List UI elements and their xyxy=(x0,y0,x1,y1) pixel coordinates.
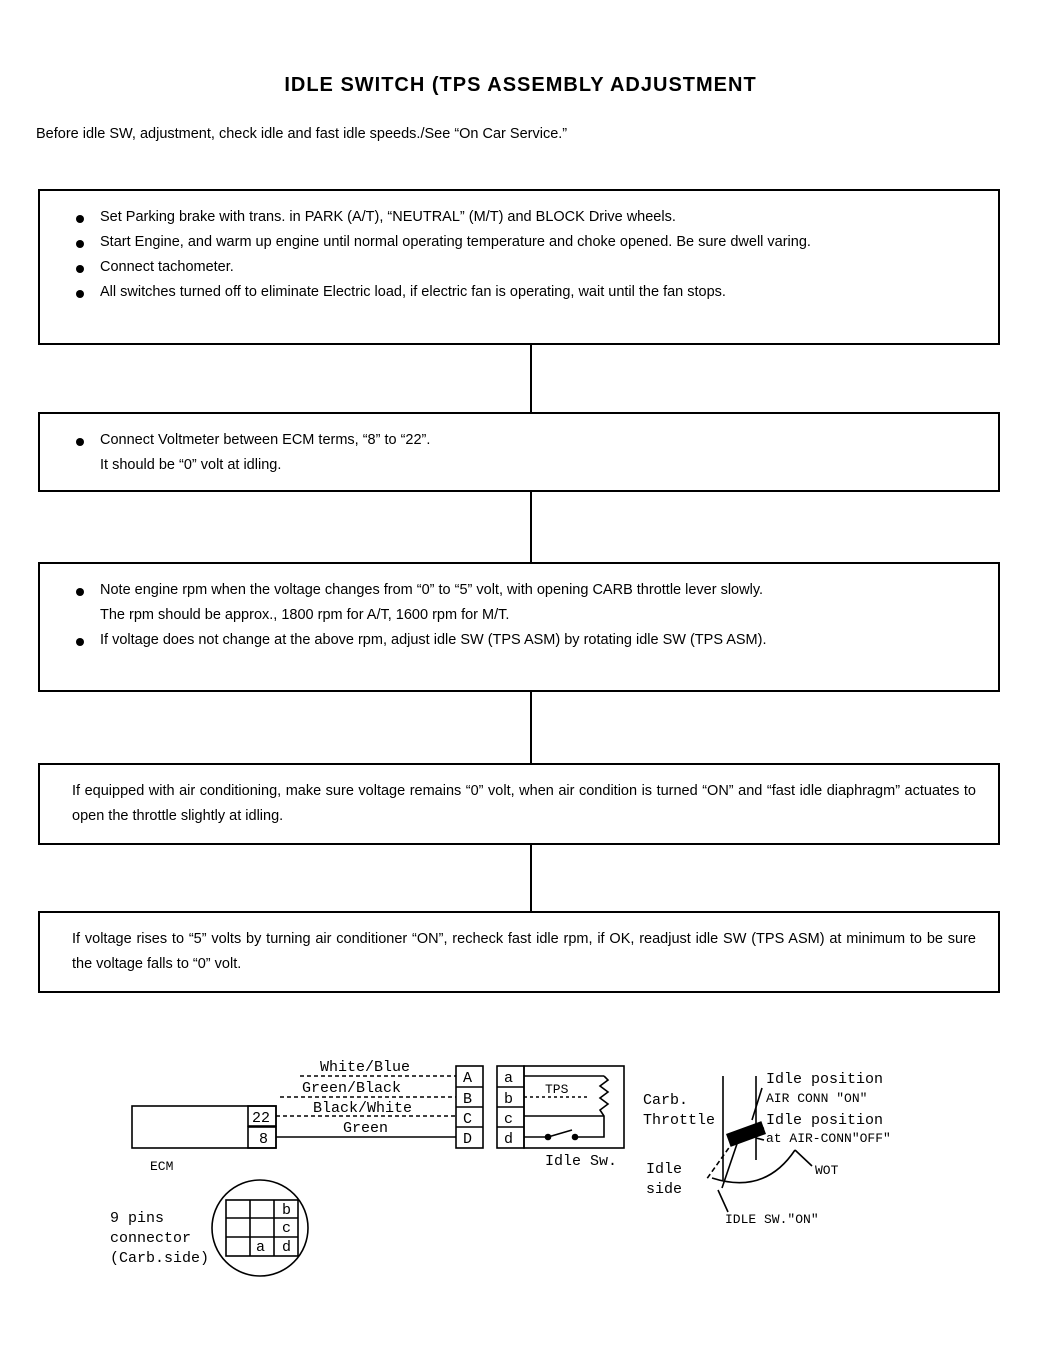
idle-side-label: Idle xyxy=(646,1161,683,1178)
idle-sw-on-label: IDLE SW."ON" xyxy=(725,1212,819,1227)
idle-pos-ac-on: AIR CONN "ON" xyxy=(766,1091,868,1106)
tps-pin-label: a xyxy=(504,1070,514,1087)
idle-pos-ac-off: at AIR-CONN"OFF" xyxy=(766,1131,891,1146)
carb-label: Throttle xyxy=(643,1112,716,1129)
step-5-text: If voltage rises to “5” volts by turning air conditioner “ON”, recheck fast idle rpm, if OK, readjust idle SW (TPS ASM) at minimum to be sure the voltage falls to “0” volt. xyxy=(72,931,976,972)
tps-pin-label: b xyxy=(504,1091,514,1108)
step-4-text: If equipped with air conditioning, make sure voltage remains “0” volt, when air condition is turned “ON” and “fast idle diaphragm” actuates to open the throttle slightly at idling. xyxy=(72,783,976,824)
step-3-note: The rpm should be approx., 1800 rpm for A/T, 1600 rpm for M/T. xyxy=(100,607,510,623)
step-3-item: If voltage does not change at the above rpm, adjust idle SW (TPS ASM) by rotating idle SW (TPS ASM). xyxy=(40,628,998,653)
connector-pin-label: C xyxy=(463,1111,473,1128)
wire-label: White/Blue xyxy=(320,1059,411,1076)
intro-text: Before idle SW, adjustment, check idle and fast idle speeds./See “On Car Service.” xyxy=(36,126,568,142)
connector-pin-label: D xyxy=(463,1131,473,1148)
grid-pin-label: c xyxy=(282,1220,292,1237)
wire-label: Green xyxy=(343,1120,389,1137)
connector-caption: (Carb.side) xyxy=(110,1250,210,1267)
step-1-item: Set Parking brake with trans. in PARK (A/T), “NEUTRAL” (M/T) and BLOCK Drive wheels. xyxy=(40,205,998,230)
step-1-item: All switches turned off to eliminate Electric load, if electric fan is operating, wait until the fan stops. xyxy=(40,280,998,305)
connector-pin-label: B xyxy=(463,1091,473,1108)
wire-label: Black/White xyxy=(313,1100,413,1117)
ecm-pin-label: 8 xyxy=(259,1131,269,1148)
grid-pin-label: d xyxy=(282,1239,292,1256)
step-2-item: Connect Voltmeter between ECM terms, “8” to “22”. xyxy=(40,428,998,453)
grid-pin-label: b xyxy=(282,1202,292,1219)
step-1-item: Start Engine, and warm up engine until normal operating temperature and choke opened. Be sure dwell varing. xyxy=(40,230,998,255)
switch-contact xyxy=(573,1135,578,1140)
idle-side-label: side xyxy=(646,1181,683,1198)
page-title: IDLE SWITCH (TPS ASSEMBLY ADJUSTMENT xyxy=(284,74,757,96)
ecm-label: ECM xyxy=(150,1159,174,1174)
step-1-item: Connect tachometer. xyxy=(40,255,998,280)
grid-pin-label: a xyxy=(256,1239,266,1256)
step-2-note: It should be “0” volt at idling. xyxy=(100,457,282,473)
connector-pin-label: A xyxy=(463,1070,473,1087)
step-3-item: Note engine rpm when the voltage changes from “0” to “5” volt, with opening CARB throttle lever slowly. xyxy=(40,578,998,603)
wot-label: WOT xyxy=(815,1163,839,1178)
tps-pin-label: d xyxy=(504,1131,514,1148)
idle-sw-label: Idle Sw. xyxy=(545,1153,618,1170)
idle-pos-ac-off: Idle position xyxy=(766,1112,884,1129)
connector-caption: connector xyxy=(110,1230,192,1247)
switch-contact xyxy=(546,1135,551,1140)
tps-pin-label: c xyxy=(504,1111,514,1128)
tps-label: TPS xyxy=(545,1082,569,1097)
connector-caption: 9 pins xyxy=(110,1210,165,1227)
carb-label: Carb. xyxy=(643,1092,689,1109)
wire-label: Green/Black xyxy=(302,1080,402,1097)
idle-pos-ac-on: Idle position xyxy=(766,1071,884,1088)
ecm-pin-label: 22 xyxy=(252,1110,271,1127)
